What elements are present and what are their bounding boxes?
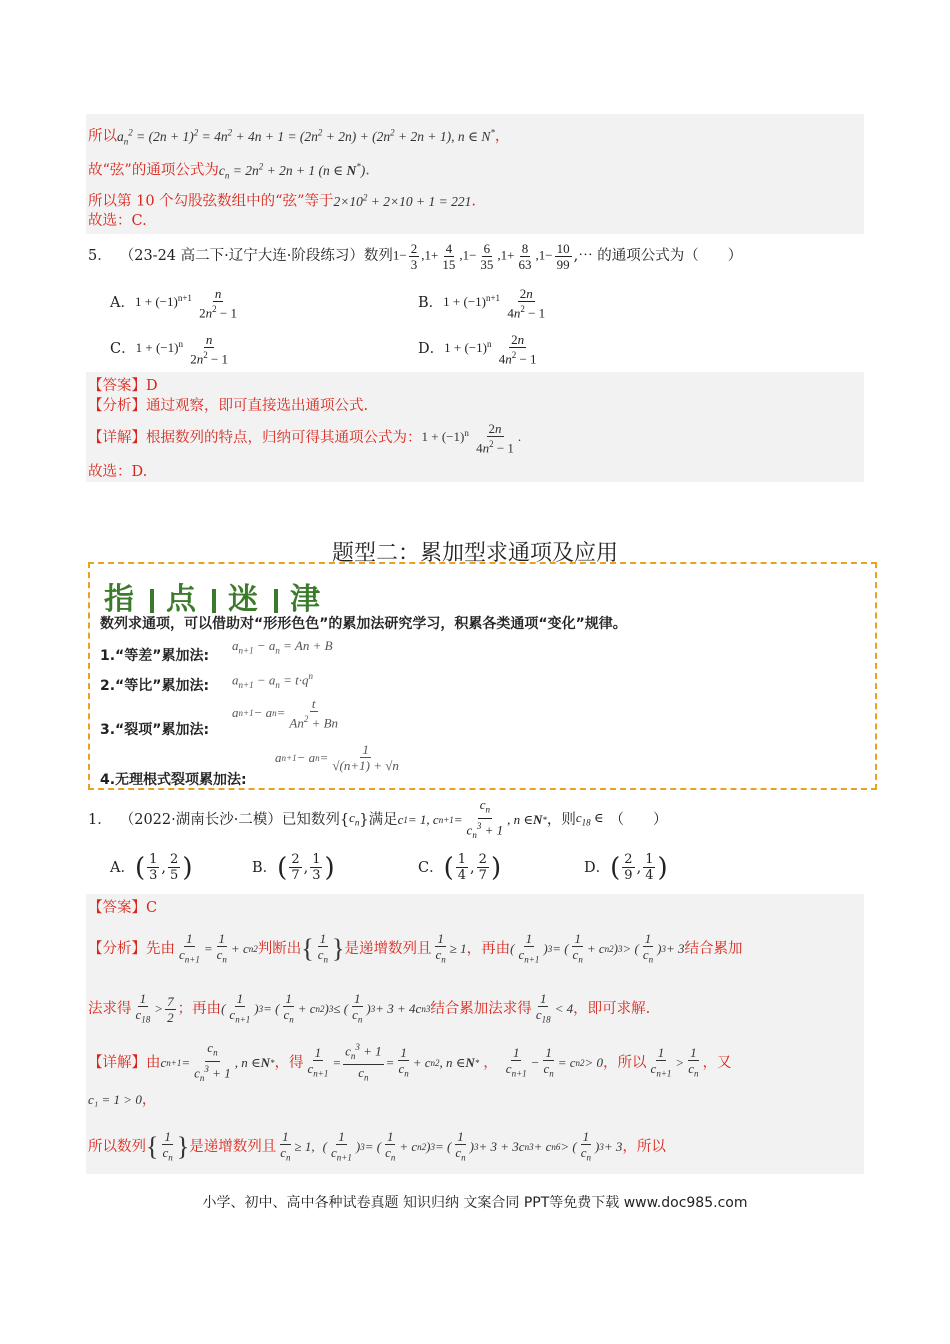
formula: $2\times 10^2 + 2\times 10 + 1 = 221$ xyxy=(333,192,472,209)
question-1: 1． （2022·湖南长沙·二模）已知数列{ $c_n$ }满足 c 1 = 1, c n+1 = $\frac{c_n}{c_n^3 + 1}$ , n ∈ N * ，则 $c_{18}$ ∈ （ ） xyxy=(88,797,668,840)
guide-intro: 数列求通项，可以借助对“形形色色”的累加法研究学习，积累各类通项“变化”规律。 xyxy=(100,616,627,632)
q1-option-d[interactable]: D． ( $\frac{2}{9}$ , $\frac{1}{4}$ ) xyxy=(584,852,668,883)
end-line: 故选：D. xyxy=(88,464,148,480)
q1-analysis-line-2: 法求得 $\frac{1}{c_{18}}$ > $\frac{7}{2}$ ；再由 ( $\frac{1}{c_{n+1}}$ ) 3 = ( $\frac{1}{c_n}$ + c n 2 ) 3 ≤ ( $\frac{1}{c_n}$ ) 3 + 3 + 4c n 3 结合累加法求得 $\frac{1}{c_{18}}$ < 4 ，即可求解. xyxy=(88,990,651,1025)
q1-answer-line: 【答案】C xyxy=(88,900,158,916)
detail-line: 【详解】 根据数列的特点，归纳可得其通项公式为： $1 + (-1)^n$ $\frac{2n}{4n^2 - 1}$ . xyxy=(88,420,522,456)
page-footer: 小学、初中、高中各种试卷真题 知识归纳 文案合同 PPT等免费下载 www.doc985.com xyxy=(202,1195,748,1211)
solution-line-1: 所以$a_n^2 = (2n + 1)^2 = 4n^2 + 4n + 1 = (2n^2 + 2n) + (2n^2 + 2n + 1)$, n ∈ N*， xyxy=(88,127,510,147)
q1-detail-line-1: 【详解】 由 c n+1 = $\frac{c_n}{c_n^3 + 1}$ , n ∈ N * ，得 $\frac{1}{c_{n+1}}$ = $\frac{c_n^3 + 1}{c_n}$ = $\frac{1}{c_n}$ + c n 2 , n ∈ N * ， $\frac{1}{c_{n+1}}$ − $\frac{1}{c_n}$ = c n 2 > 0 ，所以 $\frac{1}{c_{n+1}}$ > $\frac{1}{c_n}$ ，又 xyxy=(88,1040,732,1083)
q1-option-a[interactable]: A． ( $\frac{1}{3}$ , $\frac{2}{5}$ ) xyxy=(110,852,193,883)
answer-line: 【答案】D xyxy=(88,378,158,394)
sequence-formula: 1− $\frac{2}{3}$ ,1+ $\frac{4}{15}$ ,1− $\frac{6}{35}$ ,1+ $\frac{8}{63}$ ,1− $\frac{10}{99}$ xyxy=(392,240,570,272)
solution-line-4: 故选：C. xyxy=(88,213,147,229)
option-b[interactable]: B． $1 + (-1)^{n+1}$ $\frac{2n}{4n^2 - 1}$ xyxy=(418,286,546,321)
q1-analysis-line-1: 【分析】 先由 $\frac{1}{c_{n+1}}$ = $\frac{1}{c_n}$ + c n 2 判断出 { $\frac{1}{c_n}$ } 是递增数列且 $\frac{1}{c_n}$ ≥ 1 ，再由 ( $\frac{1}{c_{n+1}}$ ) 3 = ( $\frac{1}{c_n}$ + c n 2 ) 3 > ( $\frac{1}{c_n}$ ) 3 + 3 结合累加 xyxy=(88,930,743,965)
option-a[interactable]: A． $1 + (-1)^{n+1}$ $\frac{n}{2n^2 - 1}$ xyxy=(110,286,237,321)
analysis-line: 【分析】通过观察，即可直接选出通项公式. xyxy=(88,398,369,414)
formula: $a_n^2 = (2n + 1)^2 = 4n^2 + 4n + 1 = (2n^2 + 2n) + (2n^2 + 2n + 1)$, n ∈ N* xyxy=(117,127,495,147)
option-d[interactable]: D． $1 + (-1)^n$ $\frac{2n}{4n^2 - 1}$ xyxy=(418,332,537,367)
q1-detail-line-2: c₁ = 1 > 0， xyxy=(88,1092,157,1108)
section-title: 题型二：累加型求通项及应用 xyxy=(331,541,618,566)
q1-option-c[interactable]: C． ( $\frac{1}{4}$ , $\frac{2}{7}$ ) xyxy=(418,852,502,883)
solution-line-3: 所以第 10 个勾股弦数组中的“弦”等于$2\times 10^2 + 2\times 10 + 1 = 221$. xyxy=(88,192,476,210)
solution-line-2: 故“弦”的通项公式为$c_n = 2n^2 + 2n + 1$ (n ∈ N*). xyxy=(88,161,370,181)
q1-detail-line-3: 所以数列 { $\frac{1}{c_n}$ } 是递增数列且 $\frac{1}{c_n}$ ≥ 1, ( $\frac{1}{c_{n+1}}$ ) 3 = ( $\frac{1}{c_n}$ + c n 2 ) 3 = ( $\frac{1}{c_n}$ ) 3 + 3 + 3c n 3 + c n 6 > ( $\frac{1}{c_n}$ ) 3 + 3 ，所以 xyxy=(88,1128,666,1163)
guide-brand: 指 点 迷 津 xyxy=(104,582,324,617)
q1-option-b[interactable]: B． ( $\frac{2}{7}$ , $\frac{1}{3}$ ) xyxy=(252,852,335,883)
formula: $c_n = 2n^2 + 2n + 1$ (n ∈ N*) xyxy=(218,161,366,181)
option-c[interactable]: C． $1 + (-1)^n$ $\frac{n}{2n^2 - 1}$ xyxy=(110,332,229,367)
question-5: 5． （23-24 高二下·辽宁大连·阶段练习）数列 1− $\frac{2}{3}$ ,1+ $\frac{4}{15}$ ,1− $\frac{6}{35}$ ,1+ $\frac{8}{63}$ ,1− $\frac{10}{99}$ ,⋯ 的通项公式为（ ） xyxy=(88,240,743,272)
